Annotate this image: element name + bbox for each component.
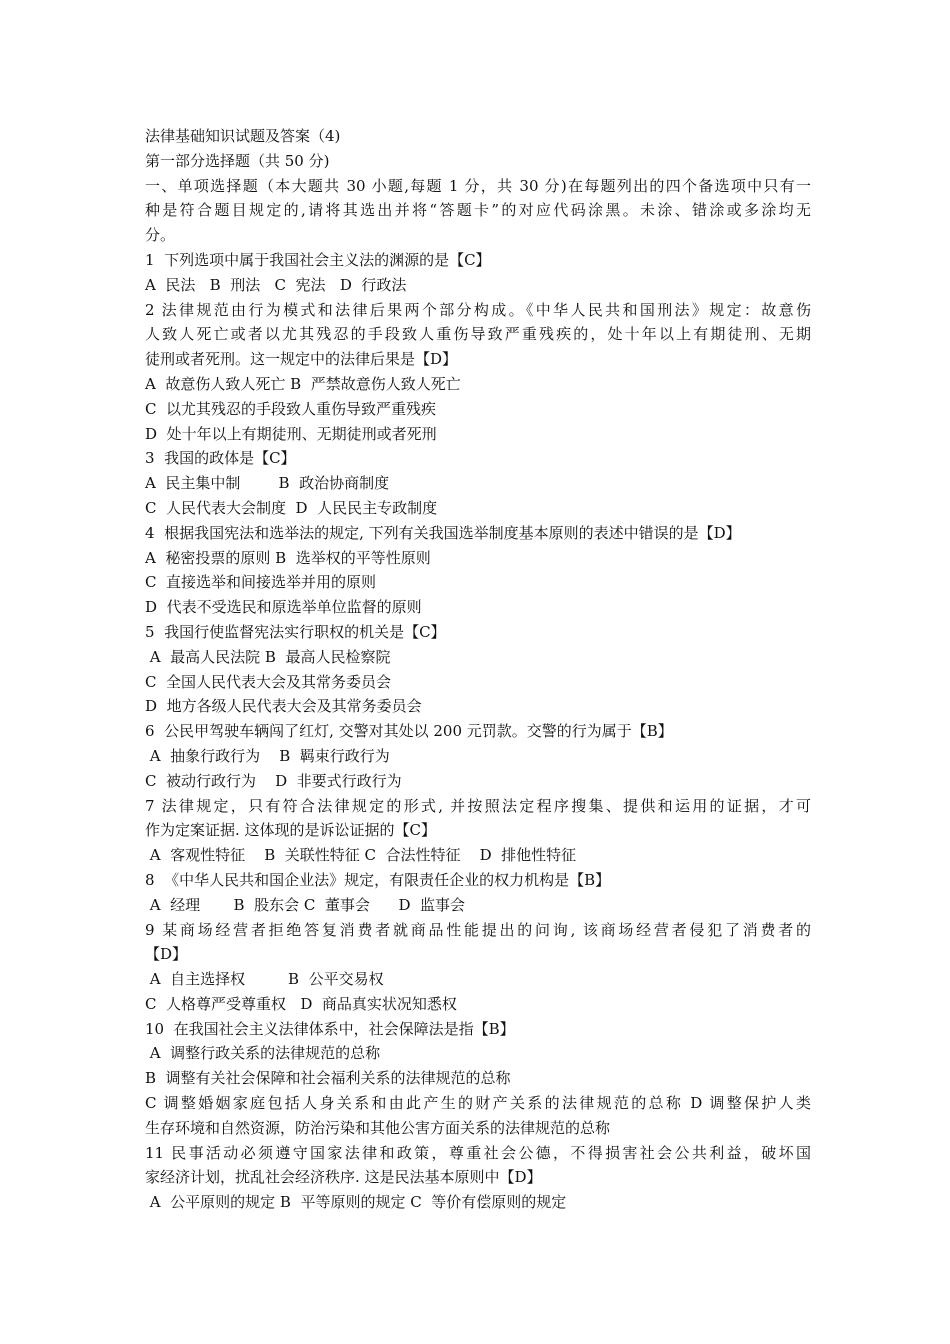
text-line: 2 法律规范由行为模式和法律后果两个部分构成。《中华人民共和国刑法》规定：故意伤 — [145, 300, 811, 319]
text-line: A 秘密投票的原则 B 选举权的平等性原则 — [145, 548, 431, 567]
text-line: 分。 — [145, 226, 176, 245]
document-title: 法律基础知识试题及答案（4) — [145, 127, 341, 145]
text-line: C 调整婚姻家庭包括人身关系和由此产生的财产关系的法律规范的总称 D 调整保护人类 — [145, 1094, 811, 1113]
text-line: 人致人死亡或者以尤其残忍的手段致人重伤导致严重残疾的，处十年以上有期徒刑、无期 — [145, 325, 811, 344]
text-line: 一、单项选择题（本大题共 30 小题,每题 1 分，共 30 分)在每题列出的四个备选项中只有一 — [145, 176, 811, 195]
text-line: 6 公民甲驾驶车辆闯了红灯, 交警对其处以 200 元罚款。交警的行为属于【B】 — [145, 722, 673, 741]
text-line: 7 法律规定，只有符合法律规定的形式, 并按照法定程序搜集、提供和运用的证据，才可 — [145, 796, 811, 815]
text-line: A 调整行政关系的法律规范的总称 — [145, 1044, 381, 1063]
text-line: 4 根据我国宪法和选举法的规定, 下列有关我国选举制度基本原则的表述中错误的是【D】 — [145, 523, 741, 542]
text-line: 种是符合题目规定的,请将其选出并将“答题卡”的对应代码涂黑。未涂、错涂或多涂均无 — [145, 201, 811, 220]
text-line: D 代表不受选民和原选举单位监督的原则 — [145, 598, 422, 617]
text-line: 5 我国行使监督宪法实行职权的机关是【C】 — [145, 622, 446, 641]
text-line: C 被动行政行为 D 非要式行政行为 — [145, 771, 402, 790]
part-heading: 第一部分选择题（共 50 分) — [145, 151, 330, 170]
text-line: 8 《中华人民共和国企业法》规定，有限责任企业的权力机构是【B】 — [145, 870, 611, 889]
text-line: A 民法 B 刑法 C 宪法 D 行政法 — [145, 275, 407, 294]
text-line: C 人民代表大会制度 D 人民民主专政制度 — [145, 498, 438, 517]
text-line: 1 下列选项中属于我国社会主义法的渊源的是【C】 — [145, 250, 491, 269]
text-line: C 以尤其残忍的手段致人重伤导致严重残疾 — [145, 399, 437, 418]
document-body — [145, 174, 811, 1215]
text-line: 家经济计划，扰乱社会经济秩序. 这是民法基本原则中【D】 — [145, 1168, 542, 1187]
text-line: A 故意伤人致人死亡 B 严禁故意伤人致人死亡 — [145, 374, 461, 393]
text-line: A 抽象行政行为 B 羁束行政行为 — [145, 746, 390, 765]
text-line: 徒刑或者死刑。这一规定中的法律后果是【D】 — [145, 350, 458, 369]
text-line: 9 某商场经营者拒绝答复消费者就商品性能提出的问询, 该商场经营者侵犯了消费者的 — [145, 920, 811, 939]
text-line: 【D】 — [145, 945, 188, 964]
text-line: 11 民事活动必须遵守国家法律和政策，尊重社会公德，不得损害社会公共利益，破坏国 — [145, 1143, 811, 1162]
text-line: 作为定案证据. 这体现的是诉讼证据的【C】 — [145, 821, 437, 840]
text-line: A 民主集中制 B 政治协商制度 — [145, 474, 390, 493]
text-line: D 处十年以上有期徒刑、无期徒刑或者死刑 — [145, 424, 437, 443]
text-line: 10 在我国社会主义法律体系中，社会保障法是指【B】 — [145, 1019, 515, 1038]
text-line: 3 我国的政体是【C】 — [145, 449, 296, 468]
text-line: A 最高人民法院 B 最高人民检察院 — [145, 647, 391, 666]
text-line: C 全国人民代表大会及其常务委员会 — [145, 672, 392, 691]
text-line: D 地方各级人民代表大会及其常务委员会 — [145, 697, 422, 716]
text-line: 生存环境和自然资源，防治污染和其他公害方面关系的法律规范的总称 — [145, 1118, 611, 1137]
text-line: A 经理 B 股东会 C 董事会 D 监事会 — [145, 895, 466, 914]
text-line: A 客观性特征 B 关联性特征 C 合法性特征 D 排他性特征 — [145, 846, 577, 865]
text-line: C 直接选举和间接选举并用的原则 — [145, 573, 377, 592]
text-line: A 公平原则的规定 B 平等原则的规定 C 等价有偿原则的规定 — [145, 1193, 567, 1212]
text-line: A 自主选择权 B 公平交易权 — [145, 970, 384, 989]
text-line: C 人格尊严受尊重权 D 商品真实状况知悉权 — [145, 994, 457, 1013]
text-line: B 调整有关社会保障和社会福利关系的法律规范的总称 — [145, 1069, 511, 1088]
document-page — [145, 124, 811, 1215]
